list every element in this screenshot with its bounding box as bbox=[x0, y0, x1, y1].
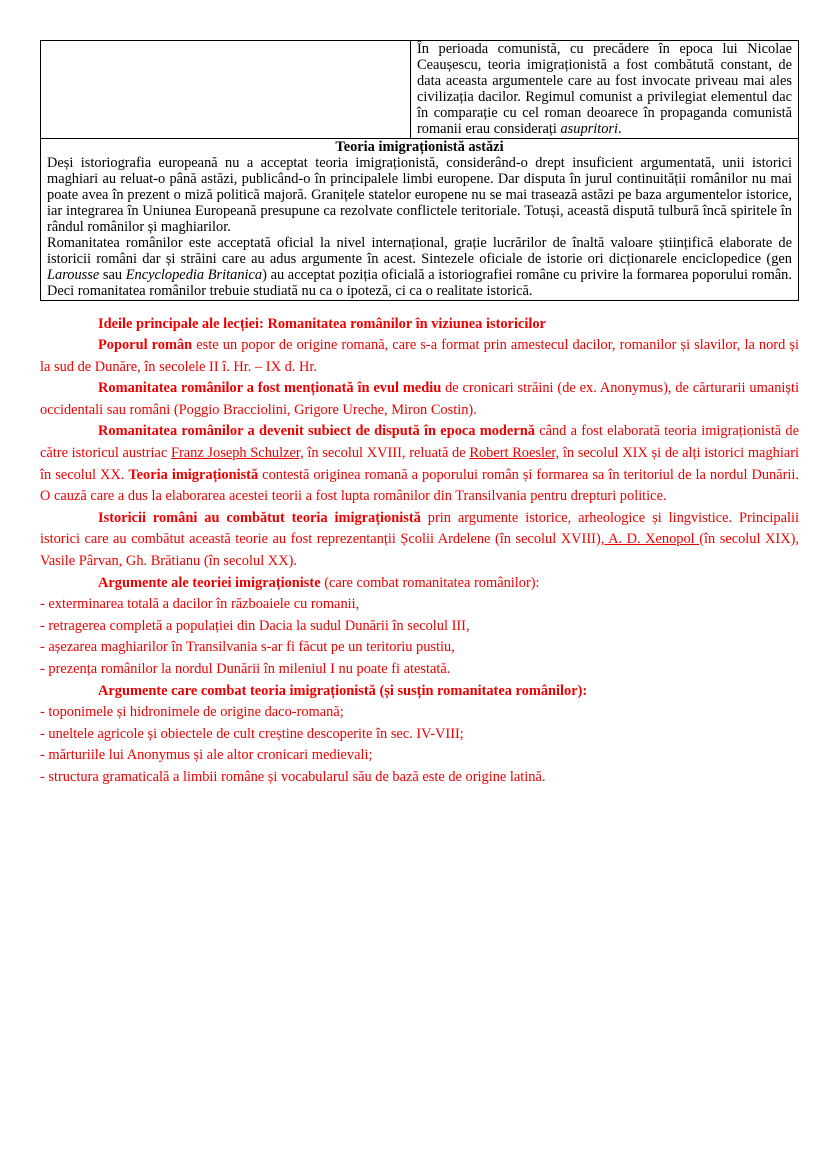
asupritori-italic: asupritori bbox=[560, 121, 619, 138]
list-item: - retragerea completă a populației din Dacia la sudul Dunării în secolul III, bbox=[40, 617, 470, 634]
lesson-paragraph-3: Romanitatea românilor a devenit subiect de dispută în epoca modernă când a fost elaborată teoria imigraționistă de către istoricul austriac Franz Joseph Schulzer, în secolul XVIII, reluată de Robert Roesler, în secolul XIX și de alți istorici maghiari în secolul XX. Teoria imigraționistă contestă originea romană a poporului român și formarea sa în teritoriul de la nordul Dunării. O cauză care a dus la elaborarea acestei teorii a fost lupta românilor din Transilvania pentru drepturi politice. bbox=[40, 423, 800, 505]
section-title: Teoria imigraționistă astăzi bbox=[335, 138, 504, 155]
today-paragraph-2: Romanitatea românilor este acceptată oficial la nivel internațional, grație lucrărilor de înaltă valoare științifică elaborate de istoricii români dar și străini care au adus argumente în acest. Sintezele oficiale de istorie ori dicționarele enciclopedice (gen Larousse sau Encyclopedia Britanica) au acceptat poziția oficială a istoriografiei române cu privire la formarea poporului român. Deci romanitatea românilor trebuie studiată nu ca o ipoteză, ci ca o realitate istorică. bbox=[47, 235, 792, 300]
communist-period-cell bbox=[411, 41, 799, 139]
lesson-paragraph-4: Istoricii români au combătut teoria imigraționistă prin argumente istorice, arheologice și lingvistice. Principalii istorici care au combătut această teorie au fost reprezentanții Școlii Ardelene (în secolul XVIII), A. D. Xenopol (în secolul XIX), Vasile Pârvan, Gh. Brătianu (în secolul XX). bbox=[40, 509, 799, 570]
lesson-heading: Ideile principale ale lecției: Romanitatea românilor în viziunea istoricilor bbox=[98, 315, 546, 332]
larousse-italic: Larousse bbox=[47, 267, 100, 284]
schulzer-link: Franz Joseph Schulzer, bbox=[170, 445, 304, 462]
lesson-paragraph-2: Romanitatea românilor a fost menționată în evul mediu de cronicari străini (de ex. Anonymus), de cărturarii umaniști occidentali sau români (Poggio Bracciolini, Grigore Ureche, Miron Costin). bbox=[40, 380, 799, 418]
today-section-cell bbox=[41, 138, 799, 300]
lesson-paragraph-1: Poporul român este un popor de origine romană, care s-a format prin amestecul dacilor, romanilor și slavilor, la nord și la sud de Dunăre, în secolele II î. Hr. – IX d. Hr. bbox=[40, 337, 799, 375]
history-table bbox=[40, 40, 799, 301]
list-item: - toponimele și hidronimele de origine daco-romană; bbox=[40, 704, 344, 721]
lesson-summary bbox=[40, 314, 799, 789]
args-for-list bbox=[40, 594, 799, 680]
args-against-list bbox=[40, 702, 799, 788]
communist-paragraph: În perioada comunistă, cu precădere în epoca lui Nicolae Ceaușescu, teoria imigraționistă a fost combătută constant, de data aceasta argumentele care au fost invocate priveau mai ales civilizația dacilor. Regimul comunist a privilegiat elementul dac în comparație cu cel roman deoarece în propaganda comunistă romanii erau considerați bbox=[417, 41, 792, 138]
list-item: - prezența românilor la nordul Dunării în mileniul I nu poate fi atestată. bbox=[40, 661, 451, 677]
document-page bbox=[40, 40, 799, 789]
list-item: - așezarea maghiarilor în Transilvania s-ar fi făcut pe un teritoriu pustiu, bbox=[40, 639, 455, 656]
table-row bbox=[41, 138, 799, 300]
xenopol-link: A. D. Xenopol bbox=[604, 531, 700, 548]
britanica-italic: Encyclopedia Britanica bbox=[125, 267, 263, 284]
table-row bbox=[41, 41, 799, 139]
list-item: - structura gramaticală a limbii române și vocabularul său de bază este de origine latină. bbox=[40, 768, 546, 785]
roesler-link: Robert Roesler, bbox=[469, 445, 560, 462]
today-paragraph-1: Deși istoriografia europeană nu a acceptat teoria imigraționistă, considerând-o drept insuficient argumentată, unii istorici maghiari au reluat-o până astăzi, publicând-o în principalele limbi europene. Dar disputa în jurul continuității românilor nu mai poate avea în prezent o miză politică majoră. Granițele statelor europene nu se mai trasează astăzi pe baza argumentelor istorice, iar integrarea în Uniunea Europeană presupune ca rezolvate conflictele teritoriale. Totuși, această dispută tulbură încă spiritele în rândul românilor și maghiarilor. bbox=[47, 154, 792, 236]
communist-paragraph-end: . bbox=[618, 121, 622, 138]
args-for-heading: Argumente ale teoriei imigraționiste (care combat romanitatea românilor): bbox=[98, 574, 540, 591]
list-item: - exterminarea totală a dacilor în războaiele cu romanii, bbox=[40, 596, 360, 613]
list-item: - uneltele agricole și obiectele de cult creștine descoperite în sec. IV-VIII; bbox=[40, 725, 464, 742]
empty-cell bbox=[41, 41, 411, 139]
list-item: - mărturiile lui Anonymus și ale altor cronicari medievali; bbox=[40, 747, 373, 764]
args-against-heading: Argumente care combat teoria imigraționistă (și susțin romanitatea românilor): bbox=[98, 682, 588, 699]
